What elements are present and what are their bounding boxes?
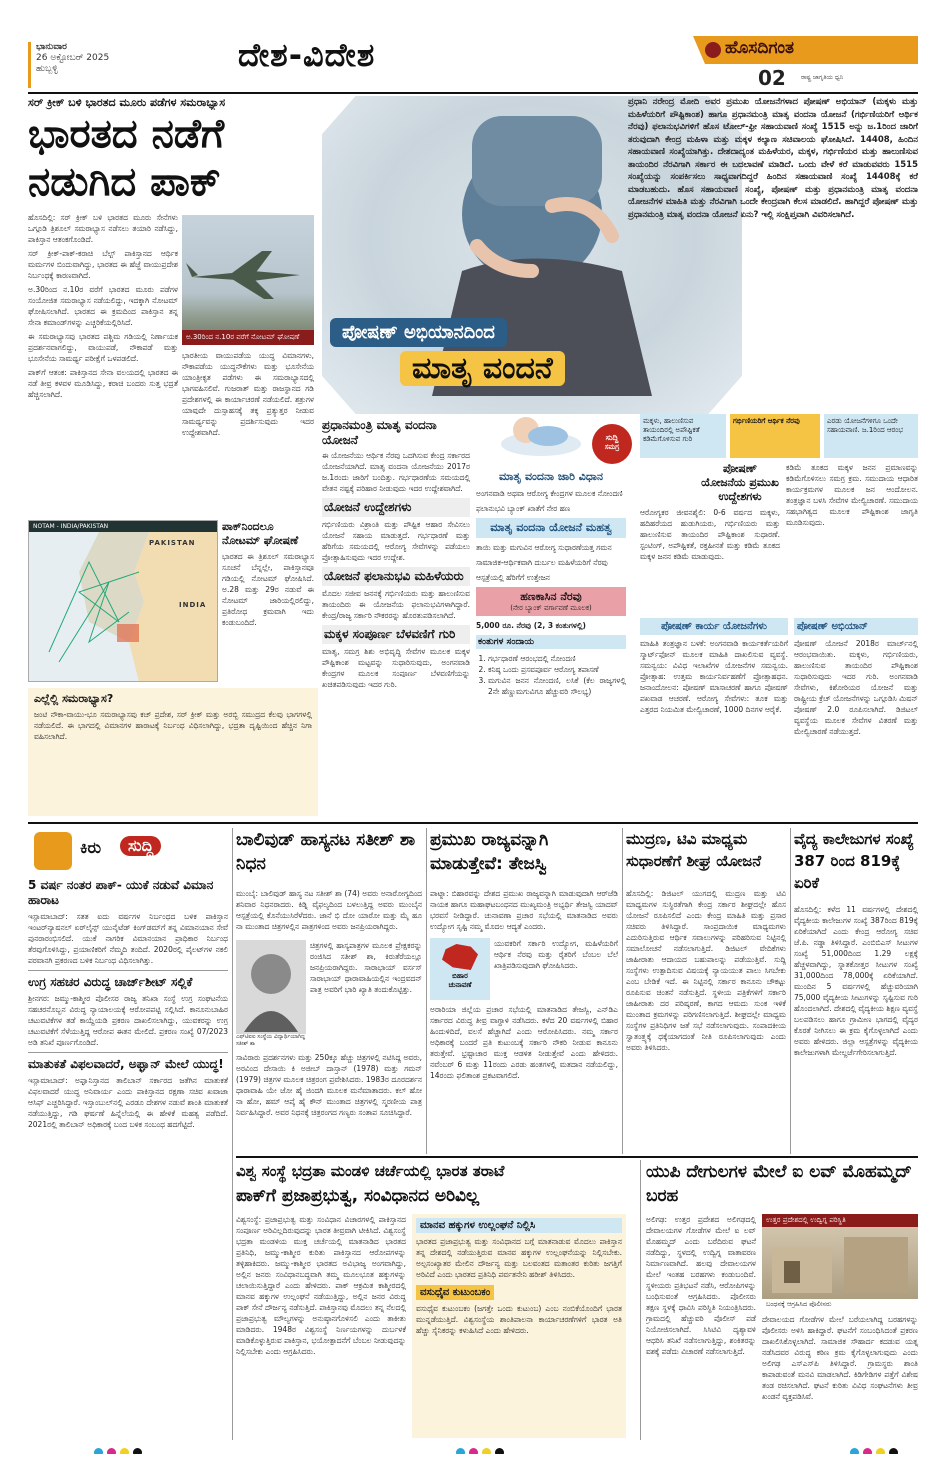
rights-headline: ಮಾನವ ಹಕ್ಕುಗಳ ಉಲ್ಲಂಘನೆ ನಿಲ್ಲಿಸಿ: [416, 1218, 622, 1233]
feature-headline-banner: [330, 318, 630, 402]
kiru-h1: 5 ವರ್ಷ ನಂತರ ಪಾಕ್- ಯುಕೆ ನಡುವೆ ವಿಮಾನ ಹಾರಾಟ: [28, 878, 214, 907]
section-title: ದೇಶ-ವಿದೇಶ: [238, 36, 376, 74]
bollywood-headline: ಬಾಲಿವುಡ್ ಹಾಸ್ಯನಟ ಸತೀಶ್ ಶಾ ನಿಧನ: [236, 830, 416, 874]
installment-item: 3. ಮಗುವಿನ ಜನನ ನೋಂದಣಿ, ಲಸಿಕೆ (ಕೆಲ ರಾಜ್ಯಗಳಲ್ಲಿ 2ನೇ ಹೆಣ್ಣುಮಗುವಿಗೂ ಹೆಚ್ಚುವರಿ ಸೌಲಭ್ಯ): [488, 675, 626, 697]
highlight-box-a: ಮಕ್ಕಳು, ಹಾಲುಣಿಸುವ ತಾಯಂದಿರಲ್ಲಿ ಅಪೌಷ್ಟಿಕತೆ ಕಡಿಮೆಗೊಳಿಸುವ ಗುರಿ: [640, 414, 726, 458]
paper-tagline: ರಾಷ್ಟ್ರ ಜಾಗೃತಿಯ ಧ್ವನಿ: [801, 74, 844, 81]
lead-body-col2: ಭಾರತೀಯ ವಾಯುಪಡೆಯ ಯುದ್ಧ ವಿಮಾನಗಳು, ನೌಕಾಪಡೆಯ ಯುದ್ಧನೌಕೆಗಳು ಮತ್ತು ಭೂಸೇನೆಯ ಯಾಂತ್ರೀಕೃತ ಪಡೆಗಳು ಈ ಸಮರಾಭ್ಯಾಸದಲ್ಲಿ ಭಾಗವಹಿಸಲಿವೆ. ಗುಜರಾತ್ ಮತ್ತು ರಾಜಸ್ಥಾನದ ಗಡಿ ಪ್ರದೇಶಗಳಲ್ಲಿ ಈ ಕಾರ್ಯಾಚರಣೆ ನಡೆಯಲಿದೆ. ಶತ್ರುಗಳ ಯಾವುದೇ ದುಸ್ಸಾಹಸಕ್ಕೆ ತಕ್ಕ ಪ್ರತ್ಯುತ್ತರ ನೀಡುವ ಸಾಮರ್ಥ್ಯವನ್ನು ಪ್ರದರ್ಶಿಸುವುದು ಇದರ ಉದ್ದೇಶವಾಗಿದೆ.: [182, 351, 314, 437]
yellow-dot: [876, 1448, 885, 1454]
installment-item: 2. ಕನಿಷ್ಠ ಒಂದು ಪ್ರಸವಪೂರ್ವ ಆರೋಗ್ಯ ತಪಾಸಣೆ: [488, 664, 626, 675]
feature-headline-2: ಮಾತೃ ವಂದನೆ: [400, 351, 565, 386]
paper-name: ಹೊಸದಿಗಂತ: [725, 38, 795, 58]
unsc-body: ವಿಶ್ವಸಂಸ್ಥೆ: ಪ್ರಜಾಪ್ರಭುತ್ವ ಮತ್ತು ಸಂವಿಧಾನ ವಿಚಾರಗಳಲ್ಲಿ ಪಾಕಿಸ್ತಾನದ ಸಂಪೂರ್ಣ ಅರಿವಿಲ್ಲದಿರುವುದನ್ನು ಭಾರತ ತೀವ್ರವಾಗಿ ಟೀಕಿಸಿದೆ. ವಿಶ್ವಸಂಸ್ಥೆ ಭದ್ರತಾ ಮಂಡಳಿಯ ಮುಕ್ತ ಚರ್ಚೆಯಲ್ಲಿ ಮಾತನಾಡಿದ ಭಾರತದ ಪ್ರತಿನಿಧಿ, ಜಮ್ಮು-ಕಾಶ್ಮೀರ ಕುರಿತು ಪಾಕಿಸ್ತಾನದ ಆರೋಪಗಳನ್ನು ತಳ್ಳಿಹಾಕಿದರು. ಜಮ್ಮು-ಕಾಶ್ಮೀರ ಭಾರತದ ಅವಿಭಾಜ್ಯ ಅಂಗವಾಗಿದ್ದು, ಅಲ್ಲಿನ ಜನರು ಸಂವಿಧಾನಬದ್ಧವಾಗಿ ತಮ್ಮ ಮೂಲಭೂತ ಹಕ್ಕುಗಳನ್ನು ಚಲಾಯಿಸುತ್ತಿದ್ದಾರೆ ಎಂದು ಹೇಳಿದರು. ಪಾಕ್ ಆಕ್ರಮಿತ ಕಾಶ್ಮೀರದಲ್ಲಿ ಮಾನವ ಹಕ್ಕುಗಳ ಉಲ್ಲಂಘನೆ ನಡೆಯುತ್ತಿದ್ದು, ಅಲ್ಲಿನ ಜನರ ವಿರುದ್ಧ ಪಾಕ್ ಸೇನೆ ದೌರ್ಜನ್ಯ ನಡೆಸುತ್ತಿದೆ. ಪಾಕಿಸ್ತಾನವು ಮೊದಲು ತನ್ನ ನೆಲದಲ್ಲಿ ಪ್ರಜಾಪ್ರಭುತ್ವ ಮೌಲ್ಯಗಳನ್ನು ಅನುಷ್ಠಾನಗೊಳಿಸಲಿ ಎಂದು ತಾಕೀತು ಮಾಡಿದರು. 1948ರ ವಿಶ್ವಸಂಸ್ಥೆ ನಿರ್ಣಯಗಳನ್ನು ದುರ್ಬಳಕೆ ಮಾಡಿಕೊಳ್ಳುತ್ತಿರುವ ಪಾಕಿಸ್ತಾನ, ಭಯೋತ್ಪಾದನೆಗೆ ಬೆಂಬಲ ನೀಡುವುದನ್ನು ನಿಲ್ಲಿಸಬೇಕು ಎಂದು ಆಗ್ರಹಿಸಿದರು.: [236, 1215, 406, 1356]
cyan-dot: [456, 1448, 465, 1454]
bollywood-body-top: ಮುಂಬೈ: ಬಾಲಿವುಡ್ ಹಾಸ್ಯ ನಟ ಸತೀಶ್ ಶಾ (74) ಅವರು ಅನಾರೋಗ್ಯದಿಂದ ಶನಿವಾರ ನಿಧನರಾದರು. ಕಿಡ್ನಿ ವೈಫಲ್ಯದಿಂದ ಬಳಲುತ್ತಿದ್ದ ಅವರು ಮುಂಬೈನ ಆಸ್ಪತ್ರೆಯಲ್ಲಿ ಕೊನೆಯುಸಿರೆಳೆದರು. ಜಾನೆ ಭಿ ದೋ ಯಾರೋ ಮತ್ತು ಮೈ ಹೂ ನಾ ಮುಂತಾದ ಚಿತ್ರಗಳಲ್ಲಿನ ಪಾತ್ರಗಳಿಂದ ಅವರು ಜನಪ್ರಿಯರಾಗಿದ್ದರು.: [236, 889, 422, 931]
objectives-headline: ಯೋಜನೆ ಉದ್ದೇಶಗಳು: [322, 498, 470, 517]
card-body: ಮಾಹಿತಿ ತಂತ್ರಜ್ಞಾನ ಬಳಕೆ: ಅಂಗನವಾಡಿ ಕಾರ್ಯಕರ್ತೆಯರಿಗೆ ಸ್ಮಾರ್ಟ್‌ಫೋನ್ ಮೂಲಕ ಮಾಹಿತಿ ದಾಖಲಿಸುವ ವ್ಯವಸ್ಥೆ. ಸಮನ್ವಯ: ವಿವಿಧ ಇಲಾಖೆಗಳ ಯೋಜನೆಗಳ ಸಮನ್ವಯ. ಪ್ರೋತ್ಸಾಹ: ಉತ್ತಮ ಕಾರ್ಯನಿರ್ವಹಣೆಗೆ ಪ್ರೋತ್ಸಾಹಧನ. ಜನಾಂದೋಲನ: ಪೋಷಣ್ ಮಾಸಾಚರಣೆ ಹಾಗೂ ಪೋಷಣ್ ಪಖವಾಡ ಆಚರಣೆ. ಆರೋಗ್ಯ ಸೇವೆಗಳು: ತೂಕ ಮತ್ತು ಎತ್ತರದ ನಿಯಮಿತ ಮೇಲ್ವಿಚಾರಣೆ, 1000 ದಿನಗಳ ಆರೈಕೆ.: [640, 639, 788, 714]
unsc-headline-2: ಪಾಕ್‌ಗೆ ಪ್ರಜಾಪ್ರಭುತ್ವ, ಸಂವಿಧಾನದ ಅರಿವಿಲ್ಲ: [236, 1186, 480, 1206]
medical-body: ಹೊಸದಿಲ್ಲಿ: ಕಳೆದ 11 ವರ್ಷಗಳಲ್ಲಿ ದೇಶದಲ್ಲಿ ವೈದ್ಯಕೀಯ ಕಾಲೇಜುಗಳ ಸಂಖ್ಯೆ 387ರಿಂದ 819ಕ್ಕೆ ಏರಿಕೆಯಾಗಿದೆ ಎಂದು ಕೇಂದ್ರ ಆರೋಗ್ಯ ಸಚಿವ ಜೆ.ಪಿ. ನಡ್ಡಾ ತಿಳಿಸಿದ್ದಾರೆ. ಎಂಬಿಬಿಎಸ್ ಸೀಟುಗಳ ಸಂಖ್ಯೆ 51,000ದಿಂದ 1.29 ಲಕ್ಷಕ್ಕೆ ಹೆಚ್ಚಳವಾಗಿದ್ದು, ಸ್ನಾತಕೋತ್ತರ ಸೀಟುಗಳ ಸಂಖ್ಯೆ 31,000ದಿಂದ 78,000ಕ್ಕೆ ಏರಿಕೆಯಾಗಿದೆ. ಮುಂದಿನ 5 ವರ್ಷಗಳಲ್ಲಿ ಹೆಚ್ಚುವರಿಯಾಗಿ 75,000 ವೈದ್ಯಕೀಯ ಸೀಟುಗಳನ್ನು ಸೃಷ್ಟಿಸುವ ಗುರಿ ಹೊಂದಲಾಗಿದೆ. ದೇಶದಲ್ಲಿ ವೈದ್ಯಕೀಯ ಶಿಕ್ಷಣ ವ್ಯವಸ್ಥೆ ಬಲಪಡಿಸಲು ಹಾಗೂ ಗ್ರಾಮೀಣ ಭಾಗದಲ್ಲಿ ವೈದ್ಯರ ಕೊರತೆ ನೀಗಿಸಲು ಈ ಕ್ರಮ ಕೈಗೊಳ್ಳಲಾಗಿದೆ ಎಂದು ಅವರು ಹೇಳಿದರು. ಜಿಲ್ಲಾ ಆಸ್ಪತ್ರೆಗಳನ್ನು ವೈದ್ಯಕೀಯ ಕಾಲೇಜುಗಳಾಗಿ ಮೇಲ್ದರ್ಜೆಗೇರಿಸಲಾಗುತ್ತಿದೆ.: [794, 905, 918, 1057]
feature-headline-1: ಪೋಷಣ್ ಅಭಿಯಾನದಿಂದ: [330, 318, 507, 347]
divider-v1: [232, 828, 233, 1440]
kiru-b3: ಇಸ್ಲಾಮಾಬಾದ್: ಅಫ್ಘಾನಿಸ್ತಾನದ ತಾಲಿಬಾನ್ ಸರ್ಕಾರದ ಜತೆಗಿನ ಮಾತುಕತೆ ವಿಫಲವಾದರೆ ಯುದ್ಧ ಅನಿವಾರ್ಯ ಎಂದು ಪಾಕಿಸ್ತಾನದ ರಕ್ಷಣಾ ಸಚಿವ ಖವಾಜಾ ಆಸಿಫ್ ಎಚ್ಚರಿಸಿದ್ದಾರೆ. ಇಸ್ತಾಂಬುಲ್‌ನಲ್ಲಿ ಎರಡೂ ದೇಶಗಳ ನಡುವೆ ಶಾಂತಿ ಮಾತುಕತೆ ನಡೆಯುತ್ತಿದ್ದು, ಗಡಿ ಘರ್ಷಣೆ ಹಿನ್ನೆಲೆಯಲ್ಲಿ ಈ ಹೇಳಿಕೆ ಮಹತ್ವ ಪಡೆದಿದೆ. 2021ರಲ್ಲಿ ತಾಲಿಬಾನ್ ಅಧಿಕಾರಕ್ಕೆ ಬಂದ ಬಳಿಕ ಸಂಬಂಧ ಹದಗೆಟ್ಟಿದೆ.: [28, 1076, 228, 1129]
feature-intro-text: ಪ್ರಧಾನಿ ನರೇಂದ್ರ ಮೋದಿ ಅವರ ಪ್ರಮುಖ ಯೋಜನೆಗಳಾದ ಪೋಷಣ್ ಅಭಿಯಾನ್ (ಮಕ್ಕಳು ಮತ್ತು ಮಹಿಳೆಯರಿಗೆ ಪೌಷ್ಟಿಕಾಂಶ) ಹಾಗೂ ಪ್ರಧಾನಮಂತ್ರಿ ಮಾತೃ ವಂದನಾ ಯೋಜನೆ (ಗರ್ಭಿಣಿಯರಿಗೆ ಆರ್ಥಿಕ ನೆರವು) ಫಲಾನುಭವಿಗಳಿಗೆ ಹೊಸ ಟೋಲ್-ಫ್ರೀ ಸಹಾಯವಾಣಿ ಸಂಖ್ಯೆ 1515 ಅನ್ನು ಜ.1ರಿಂದ ಜಾರಿಗೆ ತರುವುದಾಗಿ ಕೇಂದ್ರ ಮಹಿಳಾ ಮತ್ತು ಮಕ್ಕಳ ಕಲ್ಯಾಣ ಸಚಿವಾಲಯ ಘೋಷಿಸಿದೆ. 14408, ಹಿಂದಿನ ಸಹಾಯವಾಣಿ ಸಂಖ್ಯೆಯಾಗಿತ್ತು. ದೇಶದಾದ್ಯಂತ ಮಹಿಳೆಯರ, ಮಕ್ಕಳ, ಗರ್ಭಿಣಿಯರ ಮತ್ತು ಹಾಲುಣಿಸುವ ತಾಯಂದಿರ ನೆರವಿಗಾಗಿ ಸರ್ಕಾರ ಈ ಬದಲಾವಣೆ ಮಾಡಿದೆ. ಒಂದು ವೇಳೆ ಕರೆ ಮಾಡುವವರು 1515 ಸಂಖ್ಯೆಯನ್ನು ಸಂಪರ್ಕಿಸಲು ಸಾಧ್ಯವಾಗದಿದ್ದರೆ ಹಿಂದಿನ ಸಹಾಯವಾಣಿ ಸಂಖ್ಯೆ 14408ಕ್ಕೆ ಕರೆ ಮಾಡಬಹುದು. ಹೊಸ ಸಹಾಯವಾಣಿ ಸಂಖ್ಯೆ, ಪೋಷಣ್ ಮತ್ತು ಪ್ರಧಾನಮಂತ್ರಿ ಮಾತೃ ವಂದನಾ ಯೋಜನೆಗಳ ಮಾಹಿತಿ ಮತ್ತು ನೆರವಿಗಾಗಿ ಒಂದೇ ಕೇಂದ್ರವಾಗಿ ಕೆಲಸ ಮಾಡಲಿದೆ. ಹಾಗಿದ್ದರೆ ಪೋಷಣ್ ಮತ್ತು ಪ್ರಧಾನಮಂತ್ರಿ ಮಾತೃ ವಂದನಾ ಯೋಜನೆ ಏನು? ಇಲ್ಲಿ ಸಂಕ್ಷಿಪ್ತವಾಗಿ ವಿವರಿಸಲಾಗಿದೆ.: [628, 97, 918, 220]
installment-list: [476, 653, 626, 697]
pmmvy-body: ಈ ಯೋಜನೆಯು ಆರ್ಥಿಕ ನೆರವು ಒದಗಿಸುವ ಕೇಂದ್ರ ಸರ್ಕಾರದ ಯೋಜನೆಯಾಗಿದೆ. ಮಾತೃ ವಂದನಾ ಯೋಜನೆಯು 2017ರ ಜ.1ರಂದು ಜಾರಿಗೆ ಬಂದಿತ್ತು. ಗರ್ಭಧಾರಣೆಯ ಸಮಯದಲ್ಲಿ ವೇತನ ನಷ್ಟಕ್ಕೆ ಪರಿಹಾರ ನೀಡುವುದು ಇದರ ಉದ್ದೇಶವಾಗಿದೆ.: [322, 451, 470, 493]
kiru-col: [28, 878, 228, 1438]
bihar-body-bottom: ಅರಾರಿಯಾ ಜಿಲ್ಲೆಯ ಪ್ರಚಾರ ಸಭೆಯಲ್ಲಿ ಮಾತನಾಡಿದ ತೇಜಸ್ವಿ, ಎನ್‌ಡಿಎ ಸರ್ಕಾರದ ವಿರುದ್ಧ ತೀವ್ರ ವಾಗ್ದಾಳಿ ನಡೆಸಿದರು. ಕಳೆದ 20 ವರ್ಷಗಳಲ್ಲಿ ಬಿಹಾರ ಹಿಂದುಳಿದಿದೆ, ವಲಸೆ ಹೆಚ್ಚಾಗಿದೆ ಎಂದು ಆರೋಪಿಸಿದರು. ನಮ್ಮ ಸರ್ಕಾರ ಅಧಿಕಾರಕ್ಕೆ ಬಂದರೆ ಪ್ರತಿ ಕುಟುಂಬಕ್ಕೆ ಸರ್ಕಾರಿ ನೌಕರಿ ನೀಡುವ ಕಾನೂನು ತರುತ್ತೇವೆ. ಭ್ರಷ್ಟಾಚಾರ ಮುಕ್ತ ಆಡಳಿತ ನೀಡುತ್ತೇವೆ ಎಂದು ಹೇಳಿದರು. ನವೆಂಬರ್ 6 ಮತ್ತು 11ರಂದು ಎರಡು ಹಂತಗಳಲ್ಲಿ ಮತದಾನ ನಡೆಯಲಿದ್ದು, 14ರಂದು ಫಲಿತಾಂಶ ಪ್ರಕಟವಾಗಲಿದೆ.: [430, 1005, 618, 1080]
up-body-left: ಅಲಿಗಢ: ಉತ್ತರ ಪ್ರದೇಶದ ಅಲಿಗಢದಲ್ಲಿ ದೇವಾಲಯಗಳ ಗೋಡೆಗಳ ಮೇಲೆ ಐ ಲವ್ ಮೊಹಮ್ಮದ್ ಎಂದು ಬರೆದಿರುವ ಘಟನೆ ನಡೆದಿದ್ದು, ಸ್ಥಳದಲ್ಲಿ ಉದ್ವಿಗ್ನ ವಾತಾವರಣ ನಿರ್ಮಾಣವಾಗಿದೆ. ಹಲವು ದೇವಾಲಯಗಳ ಮೇಲೆ ಇಂತಹ ಬರಹಗಳು ಕಂಡುಬಂದಿವೆ. ಸ್ಥಳೀಯರು ಪ್ರತಿಭಟನೆ ನಡೆಸಿ, ಆರೋಪಿಗಳನ್ನು ಬಂಧಿಸುವಂತೆ ಆಗ್ರಹಿಸಿದರು. ಪೊಲೀಸರು ತಕ್ಷಣ ಸ್ಥಳಕ್ಕೆ ಧಾವಿಸಿ ಪರಿಸ್ಥಿತಿ ನಿಯಂತ್ರಿಸಿದರು. ಗ್ರಾಮದಲ್ಲಿ ಹೆಚ್ಚುವರಿ ಪೊಲೀಸ್ ಪಡೆ ನಿಯೋಜಿಸಲಾಗಿದೆ. ಸಿಸಿಟಿವಿ ದೃಶ್ಯಾವಳಿ ಆಧರಿಸಿ ತನಿಖೆ ನಡೆಸಲಾಗುತ್ತಿದ್ದು, ಶಂಕಿತರನ್ನು ವಶಕ್ಕೆ ಪಡೆದು ವಿಚಾರಣೆ ನಡೆಸಲಾಗುತ್ತಿದೆ.: [646, 1215, 756, 1356]
importance-item: ತಾಯಿ ಮತ್ತು ಮಗುವಿನ ಆರೋಗ್ಯ ಸುಧಾರಣೆಯತ್ತ ಗಮನ: [476, 543, 612, 552]
abhiyan-box: [794, 618, 918, 816]
paper-logo: [693, 36, 918, 90]
child-headline: ಮಕ್ಕಳ ಸಂಪೂರ್ಣ ಬೆಳವಣಿಗೆ ಗುರಿ: [322, 625, 470, 644]
bihar-map-icon: [442, 944, 478, 970]
divider-v5: [640, 1160, 641, 1440]
badge-line-1: ಸುದ್ದಿ: [605, 433, 619, 442]
map-label-pakistan: PAKISTAN: [149, 539, 196, 547]
temple-caption-2: ಬಂಧನಕ್ಕೆ ಆಗ್ರಹಿಸಿದ ಪೊಲೀಸರು: [762, 1299, 918, 1310]
installment-headline: ಕಂತುಗಳ ಸಂದಾಯ: [476, 635, 626, 649]
importance-headline: ಮಾತೃ ವಂದನಾ ಯೋಜನೆ ಮಹತ್ವ: [476, 518, 626, 538]
portrait-icon: [236, 940, 306, 1032]
feature-intro: [620, 96, 918, 342]
kiru-header: [28, 830, 228, 874]
highlight-boxes: [640, 414, 918, 458]
black-dot: [133, 1448, 142, 1454]
kiru-brand-1: ಕಿರು: [80, 838, 102, 857]
impl-item: ಅಂಗನವಾಡಿ ಅಥವಾ ಆರೋಗ್ಯ ಕೇಂದ್ರಗಳ ಮೂಲಕ ನೋಂದಣಿ: [476, 489, 623, 498]
poshan-objectives: [640, 462, 780, 612]
divider-middle: [28, 822, 918, 824]
satish-photo: [236, 940, 306, 1048]
sleeping-baby-icon: [496, 400, 586, 460]
page-number: 02: [758, 66, 786, 90]
bihar-logo-1: ಬಿಹಾರ: [452, 972, 468, 980]
lead-p5: ಪಾಕ್‌ಗೆ ಆತಂಕ: ಪಾಕಿಸ್ತಾನದ ಸೇನಾ ವಲಯದಲ್ಲಿ ಭಾರತದ ಈ ನಡೆ ತೀವ್ರ ಕಳವಳ ಮೂಡಿಸಿದ್ದು, ಕರಾಚಿ ಬಂದರು ಸುತ್ತ ಭದ್ರತೆ ಹೆಚ್ಚಿಸಲಾಗಿದೆ.: [28, 368, 178, 399]
date-box: [28, 42, 138, 88]
day-label: ಭಾನುವಾರ: [36, 42, 67, 52]
black-dot: [495, 1448, 504, 1454]
kiru-brand-2: ಸುದ್ದಿ: [120, 836, 161, 856]
magenta-dot: [469, 1448, 478, 1454]
rights-body: ಭಾರತದ ಪ್ರಜಾಪ್ರಭುತ್ವ ಮತ್ತು ಸಂವಿಧಾನದ ಬಗ್ಗೆ ಮಾತನಾಡುವ ಮೊದಲು ಪಾಕಿಸ್ತಾನ ತನ್ನ ದೇಶದಲ್ಲಿ ನಡೆಯುತ್ತಿರುವ ಮಾನವ ಹಕ್ಕುಗಳ ಉಲ್ಲಂಘನೆಯನ್ನು ನಿಲ್ಲಿಸಬೇಕು. ಅಲ್ಪಸಂಖ್ಯಾತರ ಮೇಲಿನ ದೌರ್ಜನ್ಯ ಮತ್ತು ಬಲವಂತದ ಮತಾಂತರ ಕುರಿತು ಜಗತ್ತಿಗೆ ಅರಿವಿದೆ ಎಂದು ಭಾರತದ ಪ್ರತಿನಿಧಿ ಪರ್ವತನೇನಿ ಹರೀಶ್ ತಿಳಿಸಿದರು.: [416, 1237, 622, 1279]
divider-v2: [426, 828, 427, 1154]
lead-body-col1: [28, 212, 178, 514]
temple-wall-icon: [762, 1227, 918, 1297]
where-box: [28, 688, 318, 816]
print-dots-left: [92, 1442, 152, 1454]
highlight-box-c: ಎರಡು ಯೋಜನೆಗಳಿಗೂ ಒಂದೇ ಸಹಾಯವಾಣಿ. ಜ.1ರಿಂದ ಆರಂಭ: [824, 414, 918, 458]
bihar-election-logo: [430, 938, 490, 1000]
lead-headline: ಭಾರತದ ನಡೆಗೆ ನಡುಗಿದ ಪಾಕ್: [28, 111, 225, 205]
kiru-divider: [28, 970, 228, 971]
cyan-dot: [94, 1448, 103, 1454]
lead-kicker: ಸರ್ ಕ್ರೀಕ್ ಬಳಿ ಭಾರತದ ಮೂರು ಪಡೆಗಳ ಸಮರಾಭ್ಯಾಸ: [28, 96, 226, 109]
pmmvy-headline: ಪ್ರಧಾನಮಂತ್ರಿ ಮಾತೃ ವಂದನಾ ಯೋಜನೆ: [322, 418, 437, 447]
poshan-obj-headline: ಪೋಷಣ್ ಯೋಜನೆಯ ಪ್ರಮುಖ ಉದ್ದೇಶಗಳು: [701, 462, 779, 503]
temple-photo: [762, 1214, 918, 1310]
sudhi-samagra-badge: [592, 424, 632, 464]
yellow-dot: [482, 1448, 491, 1454]
medical-headline: ವೈದ್ಯ ಕಾಲೇಜುಗಳ ಸಂಖ್ಯೆ 387 ರಿಂದ 819ಕ್ಕೆ ಏರಿಕೆ: [794, 830, 914, 892]
bihar-headline: ಪ್ರಮುಖ ರಾಜ್ಯವನ್ನಾಗಿ ಮಾಡುತ್ತೇವೆ: ತೇಜಸ್ವಿ: [430, 830, 549, 874]
money-box: [476, 587, 626, 616]
unsc-box: [412, 1214, 626, 1438]
unsc-headline-1: ವಿಶ್ವ ಸಂಸ್ಥೆ ಭದ್ರತಾ ಮಂಡಳಿ ಚರ್ಚೆಯಲ್ಲಿ ಭಾರತ ತರಾಟೆ: [236, 1162, 505, 1180]
lotus-icon: [705, 42, 721, 58]
where-body: ಜಂಟಿ ನೌಕಾ-ವಾಯು-ಭೂ ಸಮರಾಭ್ಯಾಸವು ಕಚ್ ಪ್ರದೇಶ, ಸರ್ ಕ್ರೀಕ್ ಮತ್ತು ಅರಬ್ಬಿ ಸಮುದ್ರದ ಕೆಲವು ಭಾಗಗಳಲ್ಲಿ ನಡೆಯಲಿದೆ. ಈ ಭಾಗದಲ್ಲಿ ವಿಮಾನಗಳ ಹಾರಾಟಕ್ಕೆ ನಿರ್ಬಂಧ ವಿಧಿಸಲಾಗಿದ್ದು, ಭದ್ರತಾ ದೃಷ್ಟಿಯಿಂದ ಹೆಚ್ಚಿನ ನಿಗಾ ವಹಿಸಲಾಗಿದೆ.: [34, 710, 312, 741]
masthead: [28, 36, 918, 92]
money-item: 5,000 ರೂ. ನೆರವು (2, 3 ಕಂತುಗಳಲ್ಲಿ): [476, 621, 586, 630]
notam-map: [28, 520, 218, 682]
implementation-col: [476, 470, 626, 816]
fighter-jet-icon: [182, 215, 314, 320]
divider-lower: [236, 1156, 918, 1158]
lead-p2: ಸರ್ ಕ್ರೀಕ್-ಪಾಕ್-ಕರಾಚಿ ಬೆಲ್ಟ್ ಪಾಕಿಸ್ತಾನದ ಆರ್ಥಿಕ ಮರ್ಮಗಳ ಬಿಂದುವಾಗಿದ್ದು, ಭಾರತದ ಈ ಹೆಜ್ಜೆ ವಾಯುಪ್ರದೇಶ ನಿರ್ಬಂಧಕ್ಕೆ ಕಾರಣವಾಗಿದೆ.: [28, 249, 178, 280]
city-label: ಹುಬ್ಬಳ್ಳಿ: [36, 64, 58, 74]
impl-headline: ಮಾತೃ ವಂದನಾ ಜಾರಿ ವಿಧಾನ: [499, 470, 603, 483]
divider-v4: [790, 828, 791, 1154]
kiru-b1: ಇಸ್ಲಾಮಾಬಾದ್: ಸತತ ಐದು ವರ್ಷಗಳ ನಿರ್ಬಂಧದ ಬಳಿಕ ಪಾಕಿಸ್ತಾನ ಇಂಟರ್‌ನ್ಯಾಷನಲ್ ಏರ್‌ಲೈನ್ಸ್ ಯುನೈಟೆಡ್ ಕಿಂಗ್‌ಡಮ್‌ಗೆ ತನ್ನ ವಿಮಾನಯಾನ ಸೇವೆ ಪುನರಾರಂಭಿಸಲಿದೆ. ಯುಕೆ ನಾಗರಿಕ ವಿಮಾನಯಾನ ಪ್ರಾಧಿಕಾರ ನಿರ್ಬಂಧ ತೆರವುಗೊಳಿಸಿದ್ದು, ಪ್ರಯಾಣಿಕರಿಗೆ ನೆಮ್ಮದಿ ತಂದಿದೆ. 2020ರಲ್ಲಿ ಪೈಲಟ್‌ಗಳ ನಕಲಿ ಪರವಾನಗಿ ಪ್ರಕರಣದ ಬಳಿಕ ನಿರ್ಬಂಧ ವಿಧಿಸಲಾಗಿತ್ತು.: [28, 912, 228, 965]
kiru-b2: ಶ್ರೀನಗರ: ಜಮ್ಮು-ಕಾಶ್ಮೀರ ಪೊಲೀಸರ ರಾಜ್ಯ ತನಿಖಾ ಸಂಸ್ಥೆ ಉಗ್ರ ಸಂಘಟನೆಯ ಸಹಚರನೊಬ್ಬನ ವಿರುದ್ಧ ನ್ಯಾಯಾಲಯಕ್ಕೆ ಆರೋಪಪಟ್ಟಿ ಸಲ್ಲಿಸಿದೆ. ಕಾನೂನುಬಾಹಿರ ಚಟುವಟಿಕೆಗಳ ತಡೆ ಕಾಯ್ದೆಯಡಿ ಪ್ರಕರಣ ದಾಖಲಿಸಲಾಗಿದ್ದು, ಯುವಕರನ್ನು ಉಗ್ರ ಚಟುವಟಿಕೆಗೆ ಸೆಳೆಯುತ್ತಿದ್ದ ಆರೋಪ ಈತನ ಮೇಲಿದೆ. ಪ್ರಕರಣ ಸಂಖ್ಯೆ 07/2023 ಅಡಿ ತನಿಖೆ ಪೂರ್ಣಗೊಂಡಿದೆ.: [28, 994, 228, 1047]
divider-v3: [622, 828, 623, 1154]
vasudhaiva-body: ವಸುಧೈವ ಕುಟುಂಬಕಂ (ಜಗತ್ತೇ ಒಂದು ಕುಟುಂಬ) ಎಂಬ ನಂಬಿಕೆಯೊಂದಿಗೆ ಭಾರತ ಮುನ್ನಡೆಯುತ್ತಿದೆ. ವಿಶ್ವಸಂಸ್ಥೆಯ ಶಾಂತಿಪಾಲನಾ ಕಾರ್ಯಾಚರಣೆಗಳಿಗೆ ಭಾರತ ಅತಿ ಹೆಚ್ಚು ಸೈನಿಕರನ್ನು ಕಳುಹಿಸಿದೆ ಎಂದು ಹೇಳಿದರು.: [416, 1304, 622, 1335]
impl-item: ಫಲಾನುಭವಿ ಬ್ಯಾಂಕ್ ಖಾತೆಗೆ ನೇರ ಹಣ: [476, 504, 571, 513]
money-headline: ಹಣಕಾಸಿನ ನೆರವು: [520, 590, 582, 603]
up-body-right: ದೇವಾಲಯದ ಗೋಡೆಗಳ ಮೇಲೆ ಬರೆಯಲಾಗಿದ್ದ ಬರಹಗಳನ್ನು ಪೊಲೀಸರು ಅಳಿಸಿ ಹಾಕಿದ್ದಾರೆ. ಘಟನೆಗೆ ಸಂಬಂಧಿಸಿದಂತೆ ಪ್ರಕರಣ ದಾಖಲಿಸಿಕೊಳ್ಳಲಾಗಿದೆ. ಸಾಮಾಜಿಕ ಸೌಹಾರ್ದ ಕದಡುವ ಯತ್ನ ನಡೆಸಿದವರ ವಿರುದ್ಧ ಕಠಿಣ ಕ್ರಮ ಕೈಗೊಳ್ಳಲಾಗುವುದು ಎಂದು ಅಲಿಗಢ ಎಸ್‌ಎಸ್‌ಪಿ ತಿಳಿಸಿದ್ದಾರೆ. ಗ್ರಾಮಸ್ಥರು ಶಾಂತಿ ಕಾಪಾಡುವಂತೆ ಮನವಿ ಮಾಡಲಾಗಿದೆ. ಕಿಡಿಗೇಡಿಗಳ ಪತ್ತೆಗೆ ವಿಶೇಷ ತಂಡ ರಚಿಸಲಾಗಿದೆ. ಘಟನೆ ಕುರಿತು ವಿವಿಧ ಸಂಘಟನೆಗಳು ತೀವ್ರ ಖಂಡನೆ ವ್ಯಕ್ತಪಡಿಸಿವೆ.: [762, 1315, 918, 1401]
bihar-body-side: ಯುವಕರಿಗೆ ಸರ್ಕಾರಿ ಉದ್ಯೋಗ, ಮಹಿಳೆಯರಿಗೆ ಆರ್ಥಿಕ ನೆರವು ಮತ್ತು ರೈತರಿಗೆ ಬೆಂಬಲ ಬೆಲೆ ಖಾತ್ರಿಪಡಿಸುವುದಾಗಿ ಘೋಷಿಸಿದರು.: [494, 939, 618, 970]
notam-box: [222, 520, 314, 682]
where-headline: ಎಲ್ಲೆಲ್ಲಿ ಸಮರಾಭ್ಯಾಸ?: [34, 692, 114, 705]
kiru-h2: ಉಗ್ರ ಸಹಚರ ವಿರುದ್ಧ ಚಾರ್ಜ್‌ಶೀಟ್ ಸಲ್ಲಿಕೆ: [28, 975, 193, 989]
masthead-rule: [28, 92, 918, 94]
card-headline: ಪೋಷಣ್ ಕಾರ್ಯ ಯೋಜನೆಗಳು: [640, 618, 788, 635]
satish-photo-caption: ಎಫ್‌ಟಿಐಐ ಸಂಸ್ಥೆಯ ವಿದ್ಯಾರ್ಥಿಯಾಗಿದ್ದ ಸತೀಶ್ ಶಾ: [236, 1034, 306, 1047]
badge-line-2: ಸಮಗ್ರ: [604, 443, 620, 451]
map-title: NOTAM - INDIA/PAKISTAN: [29, 521, 217, 532]
notam-headline: ಪಾಕ್‌ನಿಂದಲೂ ನೋಟಮ್ ಘೋಷಣೆ: [222, 520, 299, 547]
print-dots-center: [454, 1442, 514, 1454]
poshan-card: [640, 618, 788, 816]
up-headline: ಯುಪಿ ದೇಗುಲಗಳ ಮೇಲೆ ಐ ಲವ್ ಮೊಹಮ್ಮದ್ ಬರಹ: [646, 1162, 912, 1206]
bollywood-body-bottom: ಸಾವಿರಾರು ಪ್ರದರ್ಶನಗಳು ಮತ್ತು 250ಕ್ಕೂ ಹೆಚ್ಚು ಚಿತ್ರಗಳಲ್ಲಿ ನಟಿಸಿದ್ದ ಅವರು, ಅರವಿಂದ ದೇಸಾಯಿ ಕಿ ಅಜೀಬ್ ದಾಸ್ತಾನ್ (1978) ಮತ್ತು ಗಮನ್ (1979) ಚಿತ್ರಗಳ ಮೂಲಕ ಚಿತ್ರರಂಗ ಪ್ರವೇಶಿಸಿದರು. 1983ರ ದೂರದರ್ಶನ ಧಾರಾವಾಹಿ ಯೇ ಜೋ ಹೈ ಜಿಂದಗಿ ಮೂಲಕ ಮನೆಮಾತಾದರು. ಕಲ್ ಹೋ ನಾ ಹೋ, ಹಮ್ ಆಪ್ಕೆ ಹೈ ಕೌನ್ ಮುಂತಾದ ಚಿತ್ರಗಳಲ್ಲಿ ಸ್ಮರಣೀಯ ಪಾತ್ರ ನಿರ್ವಹಿಸಿದ್ದಾರೆ. ಅವರ ನಿಧನಕ್ಕೆ ಚಿತ್ರರಂಗದ ಗಣ್ಯರು ಸಂತಾಪ ಸೂಚಿಸಿದ್ದಾರೆ.: [236, 1053, 422, 1117]
poshan-obj-body: ಆರೋಗ್ಯಕರ ಜೀವನಶೈಲಿ: 0-6 ವರ್ಷದ ಮಕ್ಕಳು, ಹದಿಹರೆಯದ ಹುಡುಗಿಯರು, ಗರ್ಭಿಣಿಯರು ಮತ್ತು ಹಾಲುಣಿಸುವ ತಾಯಂದಿರ ಪೌಷ್ಟಿಕಾಂಶ ಸುಧಾರಣೆ. ಸ್ಟಂಟಿಂಗ್, ಅಪೌಷ್ಟಿಕತೆ, ರಕ್ತಹೀನತೆ ಮತ್ತು ಕಡಿಮೆ ತೂಕದ ಮಕ್ಕಳ ಜನನ ಕಡಿಮೆ ಮಾಡುವುದು.: [640, 508, 780, 561]
impl-list: [476, 488, 626, 514]
jet-photo: [182, 215, 314, 345]
map-label-india: INDIA: [179, 601, 207, 609]
baby-illustration: [496, 400, 586, 460]
importance-item: ಆಸ್ಪತ್ರೆಯಲ್ಲಿ ಹೆರಿಗೆಗೆ ಉತ್ತೇಜನ: [476, 573, 550, 582]
installment-item: 1. ಗರ್ಭಧಾರಣೆ ಆರಂಭದಲ್ಲಿ ನೋಂದಣಿ: [488, 653, 626, 664]
media-body: ಹೊಸದಿಲ್ಲಿ: ಡಿಜಿಟಲ್ ಯುಗದಲ್ಲಿ ಮುದ್ರಣ ಮತ್ತು ಟಿವಿ ಮಾಧ್ಯಮಗಳ ಸುಸ್ಥಿರತೆಗಾಗಿ ಕೇಂದ್ರ ಸರ್ಕಾರ ಶೀಘ್ರದಲ್ಲೇ ಹೊಸ ಯೋಜನೆ ರೂಪಿಸಲಿದೆ ಎಂದು ಕೇಂದ್ರ ಮಾಹಿತಿ ಮತ್ತು ಪ್ರಸಾರ ಸಚಿವರು ತಿಳಿಸಿದ್ದಾರೆ. ಸಾಂಪ್ರದಾಯಿಕ ಮಾಧ್ಯಮಗಳು ಎದುರಿಸುತ್ತಿರುವ ಆರ್ಥಿಕ ಸವಾಲುಗಳನ್ನು ಪರಿಹರಿಸುವ ನಿಟ್ಟಿನಲ್ಲಿ ಸಮಾಲೋಚನೆ ನಡೆಸಲಾಗುತ್ತಿದೆ. ಡಿಜಿಟಲ್ ವೇದಿಕೆಗಳು ಜಾಹೀರಾತು ಆದಾಯದ ಬಹುಪಾಲನ್ನು ಪಡೆಯುತ್ತಿವೆ. ಸುದ್ದಿ ಸಂಸ್ಥೆಗಳು ಉತ್ಪಾದಿಸುವ ವಿಷಯಕ್ಕೆ ನ್ಯಾಯಯುತ ಪಾಲು ಸಿಗಬೇಕು ಎಂಬ ಬೇಡಿಕೆ ಇದೆ. ಈ ನಿಟ್ಟಿನಲ್ಲಿ ಸರ್ಕಾರ ಕಾನೂನು ಚೌಕಟ್ಟು ರೂಪಿಸುವ ಚಿಂತನೆ ನಡೆಸುತ್ತಿದೆ. ಸ್ಥಳೀಯ ಪತ್ರಿಕೆಗಳಿಗೆ ಸರ್ಕಾರಿ ಜಾಹೀರಾತು ದರ ಪರಿಷ್ಕರಣೆ, ಕಾಗದ ಆಮದು ಸುಂಕ ಇಳಿಕೆ ಮುಂತಾದ ಕ್ರಮಗಳನ್ನು ಪರಿಗಣಿಸಲಾಗುತ್ತಿದೆ. ಶೀಘ್ರದಲ್ಲೇ ಮಾಧ್ಯಮ ಸಂಸ್ಥೆಗಳ ಪ್ರತಿನಿಧಿಗಳ ಜತೆ ಸಭೆ ನಡೆಸಲಾಗುವುದು. ಸಂಪಾದಕೀಯ ಸ್ವಾತಂತ್ರ್ಯಕ್ಕೆ ಧಕ್ಕೆಯಾಗದಂತೆ ನೀತಿ ರೂಪಿಸಲಾಗುವುದು ಎಂದು ಅವರು ತಿಳಿಸಿದರು.: [626, 889, 786, 1052]
print-dots-right: [848, 1442, 908, 1454]
objectives-body: ಗರ್ಭಿಣಿಯರು ವಿಶ್ರಾಂತಿ ಮತ್ತು ಪೌಷ್ಟಿಕ ಆಹಾರ ಸೇವಿಸಲು ಯೋಜನೆ ಸಹಾಯ ಮಾಡುತ್ತದೆ. ಗರ್ಭಧಾರಣೆ ಮತ್ತು ಹೆರಿಗೆಯ ಸಮಯದಲ್ಲಿ ಆರೋಗ್ಯ ಸೇವೆಗಳನ್ನು ಪಡೆಯಲು ಪ್ರೋತ್ಸಾಹಿಸುವುದು ಇದರ ಉದ್ದೇಶ.: [322, 520, 470, 562]
beneficiary-body: ಮೊದಲ ಸಜೀವ ಜನನಕ್ಕೆ ಗರ್ಭಿಣಿಯರು ಮತ್ತು ಹಾಲುಣಿಸುವ ತಾಯಂದಿರು ಈ ಯೋಜನೆಯ ಫಲಾನುಭವಿಗಳಾಗಿದ್ದಾರೆ. ಕೇಂದ್ರ/ರಾಜ್ಯ ಸರ್ಕಾರಿ ನೌಕರರನ್ನು ಹೊರತುಪಡಿಸಲಾಗಿದೆ.: [322, 589, 470, 620]
hand-icon: [34, 832, 72, 870]
poshan-right-col: ಕಡಿಮೆ ತೂಕದ ಮಕ್ಕಳ ಜನನ ಪ್ರಮಾಣವನ್ನು ಕಡಿಮೆಗೊಳಿಸಲು ಸಮಗ್ರ ಕ್ರಮ. ಸಮುದಾಯ ಆಧಾರಿತ ಕಾರ್ಯಕ್ರಮಗಳ ಮೂಲಕ ಜನ ಆಂದೋಲನ. ತಂತ್ರಜ್ಞಾನ ಬಳಸಿ ಸೇವೆಗಳ ಮೇಲ್ವಿಚಾರಣೆ. ಸಮುದಾಯ ಸಹಭಾಗಿತ್ವದ ಮೂಲಕ ಪೌಷ್ಟಿಕಾಂಶ ಜಾಗೃತಿ ಮೂಡಿಸುವುದು.: [786, 463, 918, 527]
kiru-h3: ಮಾತುಕತೆ ವಿಫಲವಾದರೆ, ಅಫ್ಘಾನ್ ಮೇಲೆ ಯುದ್ಧ!: [28, 1057, 224, 1071]
abhiyan-body: ಪೋಷಣ್ ಯೋಜನೆ 2018ರ ಮಾರ್ಚ್‌ನಲ್ಲಿ ಆರಂಭವಾಯಿತು. ಮಕ್ಕಳು, ಗರ್ಭಿಣಿಯರು, ಹಾಲುಣಿಸುವ ತಾಯಂದಿರ ಪೌಷ್ಟಿಕಾಂಶ ಸುಧಾರಿಸುವುದು ಇದರ ಗುರಿ. ಅಂಗನವಾಡಿ ಸೇವೆಗಳು, ಕಿಶೋರಿಯರ ಯೋಜನೆ ಮತ್ತು ರಾಷ್ಟ್ರೀಯ ಕ್ರೆಚ್ ಯೋಜನೆಗಳನ್ನು ಒಗ್ಗೂಡಿಸಿ ಮಿಷನ್ ಪೋಷಣ್ 2.0 ರೂಪಿಸಲಾಗಿದೆ. ಡಿಜಿಟಲ್ ವ್ಯವಸ್ಥೆಯ ಮೂಲಕ ಸೇವೆಗಳ ವಿತರಣೆ ಮತ್ತು ಮೇಲ್ವಿಚಾರಣೆ ನಡೆಯುತ್ತದೆ.: [794, 639, 918, 736]
notam-body: ಭಾರತದ ಈ ತ್ರಿಶೂಲ್ ಸಮರಾಭ್ಯಾಸ ಸೂಚನೆ ಬೆನ್ನಲ್ಲೇ, ಪಾಕಿಸ್ತಾನವೂ ಗಡಿಯಲ್ಲಿ ನೋಟಮ್ ಘೋಷಿಸಿದೆ. ಅ.28 ಮತ್ತು 29ರ ನಡುವೆ ಈ ನೋಟಮ್ ಜಾರಿಯಲ್ಲಿರಲಿದ್ದು, ಪ್ರತಿರೋಧ ಕ್ರಮವಾಗಿ ಇದು ಕಂಡುಬಂದಿದೆ.: [222, 552, 314, 627]
magenta-dot: [107, 1448, 116, 1454]
importance-list: [476, 542, 626, 583]
kiru-divider: [28, 1052, 228, 1053]
beneficiary-headline: ಯೋಜನೆ ಫಲಾನುಭವಿ ಮಹಿಳೆಯರು: [322, 567, 470, 586]
cyan-dot: [850, 1448, 859, 1454]
date-label: 26 ಅಕ್ಟೋಬರ್ 2025: [36, 53, 110, 63]
bollywood-body-side: ಚಿತ್ರಗಳಲ್ಲಿ ಹಾಸ್ಯಪಾತ್ರಗಳ ಮೂಲಕ ಪ್ರೇಕ್ಷಕರನ್ನು ರಂಜಿಸಿದ ಸತೀಶ್ ಶಾ, ಕಿರುತೆರೆಯಲ್ಲೂ ಜನಪ್ರಿಯರಾಗಿದ್ದರು. ಸಾರಾಭಾಯ್ ವರ್ಸಸ್ ಸಾರಾಭಾಯ್ ಧಾರಾವಾಹಿಯಲ್ಲಿನ ಇಂದ್ರವದನ್ ಪಾತ್ರ ಅವರಿಗೆ ಭಾರಿ ಖ್ಯಾತಿ ತಂದುಕೊಟ್ಟಿತ್ತು.: [310, 941, 422, 994]
black-dot: [889, 1448, 898, 1454]
lead-p4: ಈ ಸಮರಾಭ್ಯಾಸವು ಭಾರತದ ಪಶ್ಚಿಮ ಗಡಿಯಲ್ಲಿ ನಿರ್ಣಾಯಕ ಪ್ರದರ್ಶನವಾಗಲಿದ್ದು, ವಾಯುಪಡೆ, ನೌಕಾಪಡೆ ಮತ್ತು ಭೂಸೇನೆಯ ಸಾಮರ್ಥ್ಯ ಪರೀಕ್ಷೆಗೆ ಒಳಪಡಲಿದೆ.: [28, 332, 178, 363]
vasudhaiva-headline: ವಸುಧೈವ ಕುಟುಂಬಕಂ: [416, 1285, 494, 1300]
media-headline: ಮುದ್ರಣ, ಟಿವಿ ಮಾಧ್ಯಮ ಸುಧಾರಣೆಗೆ ಶೀಘ್ರ ಯೋಜನೆ: [626, 830, 762, 870]
yellow-dot: [120, 1448, 129, 1454]
pmmvy-col: [322, 418, 470, 816]
importance-item: ಸಾಮಾಜಿಕ-ಆರ್ಥಿಕವಾಗಿ ದುರ್ಬಲ ಮಹಿಳೆಯರಿಗೆ ನೆರವು: [476, 558, 608, 567]
child-body: ಮಾತೃ, ಸಮಗ್ರ ಶಿಶು ಅಭಿವೃದ್ಧಿ ಸೇವೆಗಳ ಮೂಲಕ ಮಕ್ಕಳ ಪೌಷ್ಟಿಕಾಂಶ ಮಟ್ಟವನ್ನು ಸುಧಾರಿಸುವುದು, ಅಂಗನವಾಡಿ ಕೇಂದ್ರಗಳ ಮೂಲಕ ಸಂಪೂರ್ಣ ಬೆಳವಣಿಗೆಯನ್ನು ಖಚಿತಪಡಿಸುವುದು ಇದರ ಗುರಿ.: [322, 647, 470, 689]
lead-p1: ಹೊಸದಿಲ್ಲಿ: ಸರ್ ಕ್ರೀಕ್ ಬಳಿ ಭಾರತದ ಮೂರು ಸೇನೆಗಳು ಒಗ್ಗೂಡಿ ತ್ರಿಶೂಲ್ ಸಮರಾಭ್ಯಾಸ ನಡೆಸಲು ತಯಾರಿ ನಡೆಸಿದ್ದು, ಪಾಕಿಸ್ತಾನ ಆತಂಕಗೊಂಡಿದೆ.: [28, 213, 178, 244]
lead-p3: ಅ.30ರಿಂದ ನ.10ರ ವರೆಗೆ ಭಾರತದ ಮೂರು ಪಡೆಗಳ ಸಂಯೋಜಿತ ಸಮರಾಭ್ಯಾಸ ನಡೆಯಲಿದ್ದು, ಇದಕ್ಕಾಗಿ ನೋಟಮ್ ಘೋಷಿಸಲಾಗಿದೆ. ಭಾರತದ ಈ ಕ್ರಮದಿಂದ ಪಾಕಿಸ್ತಾನ ತನ್ನ ಸೇನಾ ಕಮಾಂಡ್‌ಗಳನ್ನು ಎಚ್ಚರಿಕೆಯಲ್ಲಿರಿಸಿದೆ.: [28, 285, 178, 327]
bihar-logo-2: ಚುನಾವಣೆ: [448, 981, 472, 989]
temple-caption-1: ಉತ್ತರ ಪ್ರದೇಶದಲ್ಲಿ ಉದ್ವಿಗ್ನ ಪರಿಸ್ಥಿತಿ: [762, 1214, 918, 1227]
money-subhead: (ನೇರ ಬ್ಯಾಂಕ್ ವರ್ಗಾವಣೆ ಮೂಲಕ): [510, 604, 592, 612]
jet-photo-caption: ಅ.30ರಿಂದ ನ.10ರ ವರೆಗೆ ನೋಟಮ್ ಘೋಷಣೆ: [182, 330, 314, 345]
highlight-box-b: ಗರ್ಭಿಣಿಯರಿಗೆ ಆರ್ಥಿಕ ನೆರವು: [730, 414, 820, 458]
magenta-dot: [863, 1448, 872, 1454]
bihar-body-top: ಪಾಟ್ನಾ: ಬಿಹಾರವನ್ನು ದೇಶದ ಪ್ರಮುಖ ರಾಜ್ಯವನ್ನಾಗಿ ಮಾಡುವುದಾಗಿ ಆರ್‌ಜೆಡಿ ನಾಯಕ ಹಾಗೂ ಮಹಾಘಟಬಂಧನದ ಮುಖ್ಯಮಂತ್ರಿ ಅಭ್ಯರ್ಥಿ ತೇಜಸ್ವಿ ಯಾದವ್ ಭರವಸೆ ನೀಡಿದ್ದಾರೆ. ಚುನಾವಣಾ ಪ್ರಚಾರ ಸಭೆಯಲ್ಲಿ ಮಾತನಾಡಿದ ಅವರು ಉದ್ಯೋಗ ಸೃಷ್ಟಿ ನಮ್ಮ ಮೊದಲ ಆದ್ಯತೆ ಎಂದರು.: [430, 889, 618, 931]
abhiyan-headline: ಪೋಷಣ್ ಅಭಿಯಾನ್: [794, 618, 918, 635]
